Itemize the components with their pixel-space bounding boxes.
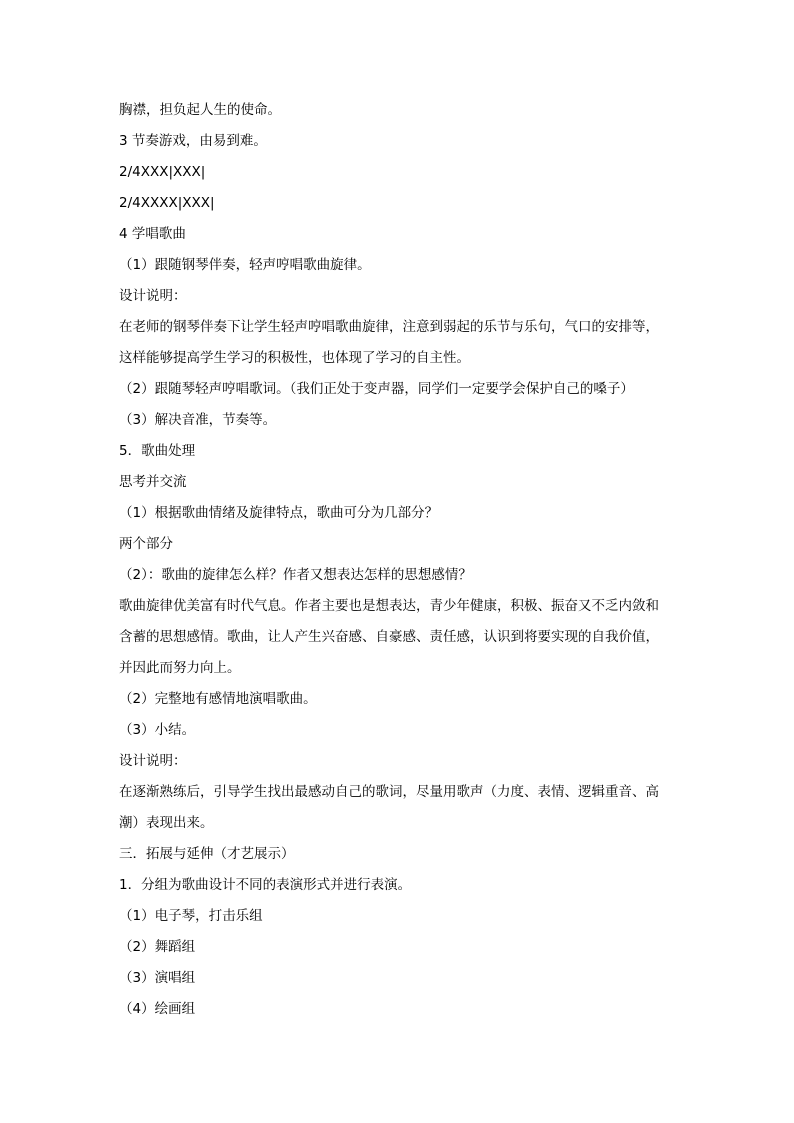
text-line: 4 学唱歌曲 (119, 226, 186, 242)
text-line: （2）完整地有感情地演唱歌曲。 (119, 691, 317, 707)
text-line: （2）舞蹈组 (119, 939, 196, 955)
text-line: （3）解决音准，节奏等。 (119, 412, 277, 428)
text-line: 1．分组为歌曲设计不同的表演形式并进行表演。 (119, 877, 412, 893)
text-line: （2）：歌曲的旋律怎么样？作者又想表达怎样的思想感情？ (119, 567, 472, 583)
text-line: （3）小结。 (119, 722, 196, 738)
text-line: （4）绘画组 (119, 1001, 196, 1017)
text-line: 2/4XXXX|XXX| (119, 195, 215, 211)
text-line: 设计说明： (119, 753, 187, 769)
text-line: 5．歌曲处理 (119, 443, 196, 459)
text-line: （1）电子琴，打击乐组 (119, 908, 263, 924)
text-line: 两个部分 (119, 536, 173, 552)
text-line: （3）演唱组 (119, 970, 196, 986)
text-line: 3 节奏游戏，由易到难。 (119, 133, 267, 149)
text-line: 三．拓展与延伸（才艺展示） (119, 846, 295, 862)
text-line: 歌曲旋律优美富有时代气息。作者主要也是想表达，青少年健康，积极、振奋又不乏内敛和 (119, 598, 659, 614)
text-line: 在逐渐熟练后，引导学生找出最感动自己的歌词，尽量用歌声（力度、表情、逻辑重音、高 (119, 784, 659, 800)
text-line: （1）跟随钢琴伴奏，轻声哼唱歌曲旋律。 (119, 257, 371, 273)
text-line: （2）跟随琴轻声哼唱歌词。（我们正处于变声器，同学们一定要学会保护自己的嗓子） (119, 381, 634, 397)
text-line: 在老师的钢琴伴奏下让学生轻声哼唱歌曲旋律，注意到弱起的乐节与乐句，气口的安排等， (119, 319, 659, 335)
document-body (119, 95, 679, 1025)
text-line: 2/4XXX|XXX| (119, 164, 206, 180)
text-line: 设计说明： (119, 288, 187, 304)
text-line: （1）根据歌曲情绪及旋律特点，歌曲可分为几部分？ (119, 505, 439, 521)
text-line: 潮）表现出来。 (119, 815, 214, 831)
text-line: 这样能够提高学生学习的积极性，也体现了学习的自主性。 (119, 350, 470, 366)
text-line: 含蓄的思想感情。歌曲，让人产生兴奋感、自豪感、责任感，认识到将要实现的自我价值， (119, 629, 659, 645)
text-line: 思考并交流 (119, 474, 187, 490)
text-line: 胸襟，担负起人生的使命。 (119, 102, 281, 118)
text-line: 并因此而努力向上。 (119, 660, 241, 676)
